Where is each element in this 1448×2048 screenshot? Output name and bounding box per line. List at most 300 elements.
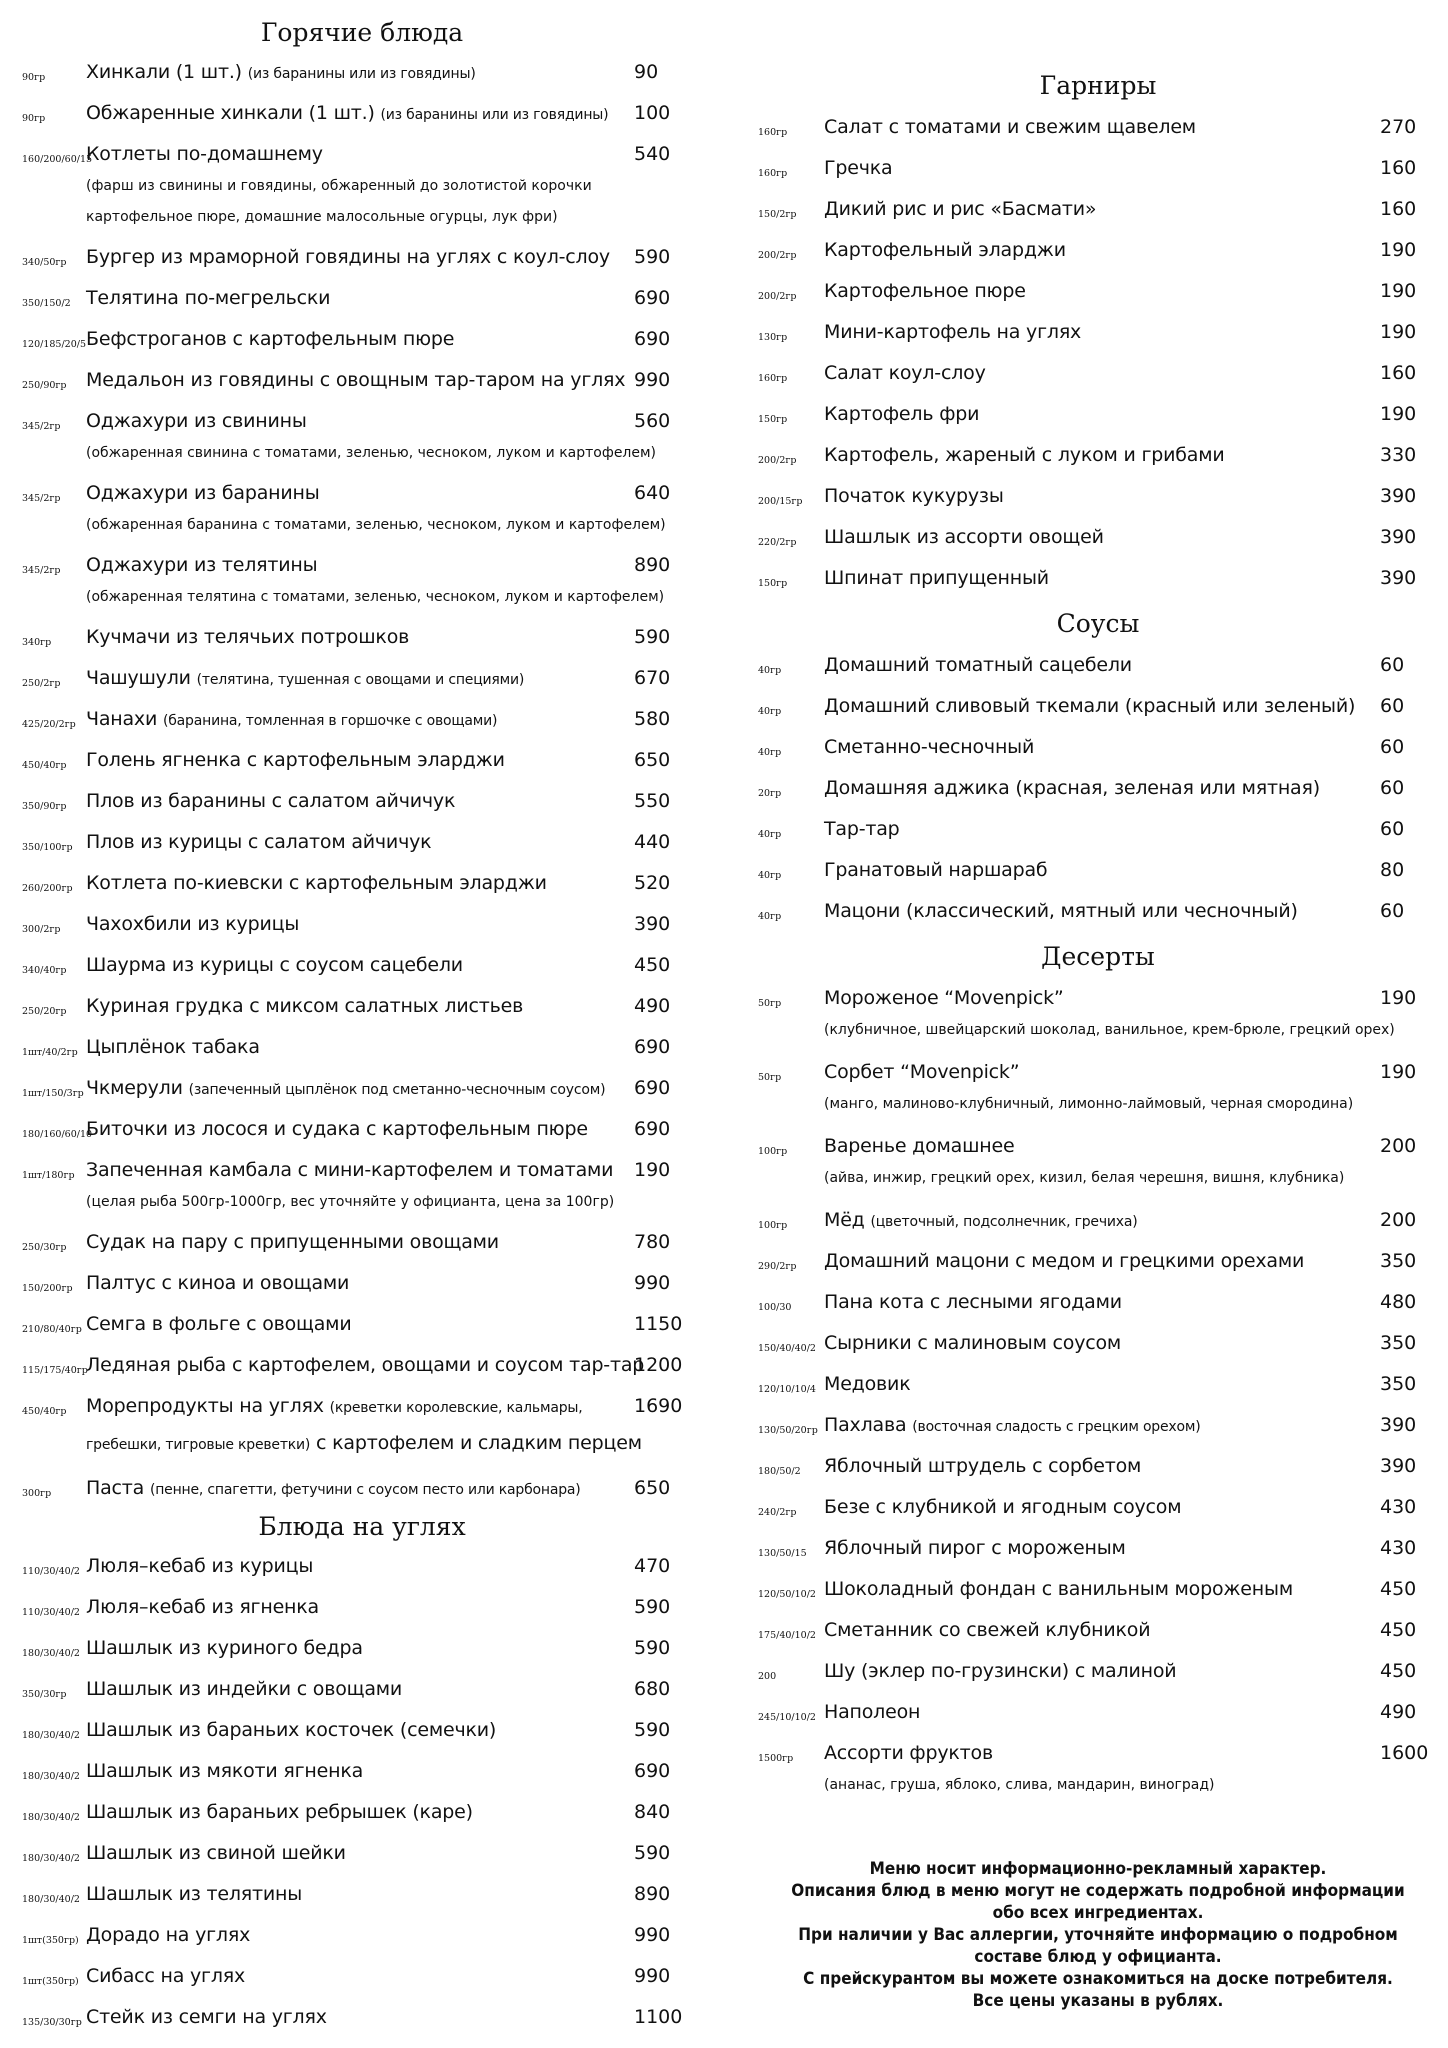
item-name: Обжаренные хинкали (1 шт.) (из баранины или из говядины)	[86, 102, 609, 124]
item-price: 390	[1380, 485, 1417, 507]
item-weight: 130/50/20гр	[758, 1425, 818, 1436]
menu-item	[758, 444, 1438, 474]
item-name: Безе с клубникой и ягодным соусом	[824, 1496, 1182, 1518]
item-price: 690	[634, 1077, 671, 1099]
item-name: Яблочный пирог с мороженым	[824, 1537, 1126, 1559]
item-price: 450	[634, 954, 671, 976]
menu-item	[22, 1354, 702, 1384]
item-name: Початок кукурузы	[824, 485, 1004, 507]
item-price: 430	[1380, 1537, 1417, 1559]
item-price: 640	[634, 482, 671, 504]
item-price: 550	[634, 790, 671, 812]
item-weight: 115/175/40гр	[22, 1365, 88, 1376]
item-name: Шашлык из куриного бедра	[86, 1637, 363, 1659]
item-weight: 250/90гр	[22, 380, 67, 391]
item-weight: 350/100гр	[22, 842, 73, 853]
item-name: Запеченная камбала с мини-картофелем и томатами	[86, 1159, 614, 1181]
item-weight: 120/185/20/5	[22, 339, 86, 350]
item-name: Мороженое “Movenpick”	[824, 987, 1064, 1009]
item-price: 470	[634, 1555, 671, 1577]
item-price: 650	[634, 749, 671, 771]
item-price: 990	[634, 1924, 671, 1946]
item-weight: 450/40гр	[22, 760, 67, 771]
item-weight: 100/30	[758, 1302, 792, 1313]
item-weight: 40гр	[758, 829, 782, 840]
item-name: Палтус с киноа и овощами	[86, 1272, 350, 1294]
item-price: 780	[634, 1231, 671, 1253]
item-price: 60	[1380, 818, 1405, 840]
menu-item	[22, 1395, 702, 1425]
item-name: Наполеон	[824, 1701, 921, 1723]
item-weight: 350/90гр	[22, 801, 67, 812]
item-weight: 345/2гр	[22, 421, 61, 432]
item-price: 650	[634, 1477, 671, 1499]
item-price: 990	[634, 1965, 671, 1987]
item-name: Паста (пенне, спагетти, фетучини с соусом песто или карбонара)	[86, 1477, 581, 1499]
item-price: 350	[1380, 1373, 1417, 1395]
item-name: Шашлык из свиной шейки	[86, 1842, 346, 1864]
menu-item	[22, 1118, 702, 1148]
menu-item	[758, 485, 1438, 515]
item-description: картофельное пюре, домашние малосольные огурцы, лук фри)	[86, 209, 558, 225]
menu-item	[22, 626, 702, 656]
item-name: Медальон из говядины с овощным тар-таром на углях	[86, 369, 626, 391]
item-name: Морепродукты на углях (креветки королевские, кальмары,	[86, 1395, 583, 1417]
item-price: 990	[634, 1272, 671, 1294]
item-weight: 300/2гр	[22, 924, 61, 935]
menu-item	[758, 1742, 1438, 1772]
item-price: 1600	[1380, 1742, 1429, 1764]
item-price: 1100	[634, 2006, 683, 2028]
item-name: Плов из баранины с салатом айчичук	[86, 790, 456, 812]
menu-item	[22, 1801, 702, 1831]
menu-item	[758, 239, 1438, 269]
menu-item	[22, 102, 702, 132]
item-weight: 180/30/40/2	[22, 1648, 80, 1659]
item-weight: 50гр	[758, 1072, 782, 1083]
item-name: Оджахури из баранины	[86, 482, 320, 504]
item-price: 190	[1380, 239, 1417, 261]
menu-item	[22, 143, 702, 173]
menu-item	[22, 1678, 702, 1708]
menu-item	[22, 1637, 702, 1667]
item-price: 890	[634, 554, 671, 576]
item-price: 450	[1380, 1619, 1417, 1641]
item-price: 60	[1380, 695, 1405, 717]
item-name: Шашлык из индейки с овощами	[86, 1678, 403, 1700]
item-note: (цветочный, подсолнечник, гречиха)	[870, 1214, 1138, 1230]
menu-item	[22, 913, 702, 943]
menu-item	[758, 321, 1438, 351]
item-price: 60	[1380, 777, 1405, 799]
item-weight: 40гр	[758, 747, 782, 758]
item-note: (пенне, спагетти, фетучини с соусом песто или карбонара)	[149, 1482, 581, 1498]
menu-item	[758, 1332, 1438, 1362]
item-name: Семга в фольге с овощами	[86, 1313, 352, 1335]
item-price: 520	[634, 872, 671, 894]
item-name: Биточки из лосося и судака с картофельным пюре	[86, 1118, 588, 1140]
item-price: 160	[1380, 157, 1417, 179]
menu-item	[22, 61, 702, 91]
item-weight: 160гр	[758, 168, 788, 179]
item-name: Мёд (цветочный, подсолнечник, гречиха)	[824, 1209, 1138, 1231]
menu-item	[758, 1291, 1438, 1321]
item-continuation: гребешки, тигровые креветки) с картофелем и сладким перцем	[86, 1432, 642, 1454]
item-name: Куриная грудка с миксом салатных листьев	[86, 995, 524, 1017]
item-price: 890	[634, 1883, 671, 1905]
item-name: Ассорти фруктов	[824, 1742, 993, 1764]
item-weight: 150гр	[758, 578, 788, 589]
menu-item	[22, 708, 702, 738]
item-price: 450	[1380, 1660, 1417, 1682]
item-name: Картофель фри	[824, 403, 980, 425]
item-weight: 150/200гр	[22, 1283, 73, 1294]
item-price: 350	[1380, 1250, 1417, 1272]
menu-item	[22, 1842, 702, 1872]
item-name: Хинкали (1 шт.) (из баранины или из говядины)	[86, 61, 476, 83]
item-name: Котлета по-киевски с картофельным эларджи	[86, 872, 547, 894]
item-weight: 110/30/40/2	[22, 1607, 80, 1618]
item-name: Домашняя аджика (красная, зеленая или мятная)	[824, 777, 1320, 799]
item-weight: 200/2гр	[758, 250, 797, 261]
menu-item	[758, 695, 1438, 725]
item-price: 990	[634, 369, 671, 391]
item-name: Домашний томатный сацебели	[824, 654, 1132, 676]
item-weight: 180/30/40/2	[22, 1853, 80, 1864]
menu-item	[22, 246, 702, 276]
item-price: 690	[634, 1118, 671, 1140]
menu-item	[758, 157, 1438, 187]
item-name: Домашний мацони с медом и грецкими орехами	[824, 1250, 1305, 1272]
item-name: Кучмачи из телячьих потрошков	[86, 626, 410, 648]
item-name: Бургер из мраморной говядины на углях с коул-слоу	[86, 246, 610, 268]
item-weight: 210/80/40гр	[22, 1324, 82, 1335]
item-weight: 180/50/2	[758, 1466, 801, 1477]
item-weight: 180/160/60/10	[22, 1129, 93, 1140]
item-weight: 90гр	[22, 72, 46, 83]
menu-item	[758, 1578, 1438, 1608]
menu-item	[758, 1061, 1438, 1091]
item-name: Шашлык из мякоти ягненка	[86, 1760, 364, 1782]
item-price: 390	[1380, 1455, 1417, 1477]
item-price: 390	[634, 913, 671, 935]
item-name: Дорадо на углях	[86, 1924, 251, 1946]
menu-item	[758, 403, 1438, 433]
item-description: (фарш из свинины и говядины, обжаренный до золотистой корочки	[86, 178, 592, 194]
menu-item	[22, 872, 702, 902]
menu-item	[758, 1135, 1438, 1165]
item-note: (баранина, томленная в горшочке с овощами)	[162, 713, 498, 729]
item-price: 590	[634, 246, 671, 268]
menu-item	[758, 1414, 1438, 1444]
item-weight: 135/30/30гр	[22, 2017, 82, 2028]
item-name: Картофель, жареный с луком и грибами	[824, 444, 1225, 466]
item-weight: 260/200гр	[22, 883, 73, 894]
item-weight: 40гр	[758, 911, 782, 922]
menu-item	[758, 987, 1438, 1017]
item-price: 350	[1380, 1332, 1417, 1354]
item-weight: 120/50/10/2	[758, 1589, 816, 1600]
item-price: 440	[634, 831, 671, 853]
item-note: (креветки королевские, кальмары,	[329, 1400, 583, 1416]
item-weight: 200/2гр	[758, 455, 797, 466]
item-price: 190	[1380, 987, 1417, 1009]
item-weight: 160/200/60/15	[22, 154, 93, 165]
menu-item	[22, 1077, 702, 1107]
item-price: 680	[634, 1678, 671, 1700]
item-price: 590	[634, 626, 671, 648]
item-name: Люля–кебаб из курицы	[86, 1555, 314, 1577]
menu-item	[758, 1209, 1438, 1239]
item-name: Шу (эклер по-грузински) с малиной	[824, 1660, 1177, 1682]
item-price: 200	[1380, 1135, 1417, 1157]
item-price: 60	[1380, 900, 1405, 922]
menu-item	[22, 1760, 702, 1790]
item-price: 190	[1380, 321, 1417, 343]
item-weight: 350/30гр	[22, 1689, 67, 1700]
item-price: 390	[1380, 1414, 1417, 1436]
item-price: 160	[1380, 362, 1417, 384]
item-note: (запеченный цыплёнок под сметанно-чесночным соусом)	[188, 1082, 606, 1098]
item-price: 60	[1380, 736, 1405, 758]
menu-item	[22, 1231, 702, 1261]
item-price: 490	[1380, 1701, 1417, 1723]
menu-item	[758, 900, 1438, 930]
item-description: (обжаренная телятина с томатами, зеленью, чесноком, луком и картофелем)	[86, 589, 665, 605]
item-weight: 240/2гр	[758, 1507, 797, 1518]
item-weight: 180/30/40/2	[22, 1812, 80, 1823]
item-weight: 180/30/40/2	[22, 1894, 80, 1905]
item-description: (манго, малиново-клубничный, лимонно-лаймовый, черная смородина)	[824, 1096, 1354, 1112]
menu-item	[22, 554, 702, 584]
item-price: 670	[634, 667, 671, 689]
item-price: 80	[1380, 859, 1405, 881]
menu-item	[22, 1313, 702, 1343]
item-name: Сметанно-чесночный	[824, 736, 1035, 758]
item-price: 190	[634, 1159, 671, 1181]
menu-item	[22, 954, 702, 984]
item-weight: 290/2гр	[758, 1261, 797, 1272]
menu-item	[22, 287, 702, 317]
item-name: Тар-тар	[824, 818, 900, 840]
item-weight: 160гр	[758, 373, 788, 384]
menu-item	[758, 1373, 1438, 1403]
item-weight: 250/20гр	[22, 1006, 67, 1017]
disclaimer-line: обо всех ингредиентах.	[992, 1903, 1204, 1923]
item-weight: 450/40гр	[22, 1406, 67, 1417]
item-price: 160	[1380, 198, 1417, 220]
item-note: гребешки, тигровые креветки)	[86, 1437, 311, 1453]
item-name: Чашушули (телятина, тушенная с овощами и специями)	[86, 667, 525, 689]
item-price: 490	[634, 995, 671, 1017]
item-name: Гранатовый наршараб	[824, 859, 1048, 881]
item-price: 590	[634, 1719, 671, 1741]
item-weight: 130гр	[758, 332, 788, 343]
item-weight: 200/2гр	[758, 291, 797, 302]
item-description: (ананас, груша, яблоко, слива, мандарин, виноград)	[824, 1777, 1215, 1793]
item-weight: 220/2гр	[758, 537, 797, 548]
item-name: Дикий рис и рис «Басмати»	[824, 198, 1097, 220]
item-name: Телятина по-мегрельски	[86, 287, 331, 309]
item-name: Стейк из семги на углях	[86, 2006, 327, 2028]
item-weight: 1шт/180гр	[22, 1170, 75, 1181]
item-note: (из баранины или из говядины)	[247, 66, 476, 82]
item-name: Чанахи (баранина, томленная в горшочке с овощами)	[86, 708, 498, 730]
item-price: 200	[1380, 1209, 1417, 1231]
menu-item	[22, 667, 702, 697]
item-price: 270	[1380, 116, 1417, 138]
item-description: (айва, инжир, грецкий орех, кизил, белая черешня, вишня, клубника)	[824, 1170, 1345, 1186]
item-weight: 340/40гр	[22, 965, 67, 976]
item-name: Варенье домашнее	[824, 1135, 1015, 1157]
item-name: Мацони (классический, мятный или чесночный)	[824, 900, 1298, 922]
item-price: 580	[634, 708, 671, 730]
menu-item	[758, 654, 1438, 684]
item-weight: 40гр	[758, 706, 782, 717]
item-weight: 250/2гр	[22, 678, 61, 689]
item-weight: 90гр	[22, 113, 46, 124]
item-weight: 300гр	[22, 1488, 52, 1499]
disclaimer-line: Все цены указаны в рублях.	[972, 1991, 1224, 2011]
item-description: (обжаренная баранина с томатами, зеленью, чесноком, луком и картофелем)	[86, 517, 666, 533]
item-weight: 1шт(350гр)	[22, 1935, 79, 1946]
item-price: 690	[634, 1036, 671, 1058]
item-price: 1200	[634, 1354, 683, 1376]
disclaimer-line: Меню носит информационно-рекламный характер.	[869, 1859, 1327, 1879]
item-weight: 150/2гр	[758, 209, 797, 220]
item-name: Шашлык из ассорти овощей	[824, 526, 1104, 548]
item-note: (из баранины или из говядины)	[380, 107, 609, 123]
item-weight: 250/30гр	[22, 1242, 67, 1253]
item-weight: 1шт/40/2гр	[22, 1047, 78, 1058]
menu-item	[22, 1272, 702, 1302]
item-price: 390	[1380, 526, 1417, 548]
item-price: 690	[634, 328, 671, 350]
menu-item	[758, 567, 1438, 597]
menu-item	[22, 410, 702, 440]
item-weight: 340гр	[22, 637, 52, 648]
menu-item	[22, 995, 702, 1025]
item-weight: 425/20/2гр	[22, 719, 76, 730]
menu-item	[22, 831, 702, 861]
menu-item	[22, 790, 702, 820]
item-price: 590	[634, 1596, 671, 1618]
menu-item	[758, 1496, 1438, 1526]
item-weight: 100гр	[758, 1146, 788, 1157]
item-weight: 110/30/40/2	[22, 1566, 80, 1577]
item-name: Пахлава (восточная сладость с грецким орехом)	[824, 1414, 1201, 1436]
menu-item	[22, 2006, 702, 2036]
item-weight: 200	[758, 1671, 777, 1682]
item-name: Люля–кебаб из ягненка	[86, 1596, 319, 1618]
menu-item	[22, 369, 702, 399]
item-weight: 100гр	[758, 1220, 788, 1231]
section-title: Горячие блюда	[260, 18, 464, 47]
section-title: Гарниры	[1039, 71, 1157, 100]
item-name: Картофельное пюре	[824, 280, 1026, 302]
menu-item	[22, 1596, 702, 1626]
item-weight: 50гр	[758, 998, 782, 1009]
item-name: Бефстроганов с картофельным пюре	[86, 328, 455, 350]
item-name: Шашлык из бараньих косточек (семечки)	[86, 1719, 497, 1741]
item-weight: 40гр	[758, 665, 782, 676]
item-price: 450	[1380, 1578, 1417, 1600]
item-name: Плов из курицы с салатом айчичук	[86, 831, 432, 853]
menu-item	[22, 328, 702, 358]
item-name: Яблочный штрудель с сорбетом	[824, 1455, 1142, 1477]
item-name: Чкмерули (запеченный цыплёнок под сметанно-чесночным соусом)	[86, 1077, 606, 1099]
item-weight: 40гр	[758, 870, 782, 881]
item-price: 190	[1380, 403, 1417, 425]
item-weight: 340/50гр	[22, 257, 67, 268]
item-price: 90	[634, 61, 659, 83]
menu-item	[758, 1619, 1438, 1649]
menu-item	[22, 1924, 702, 1954]
menu-item	[758, 1537, 1438, 1567]
menu-item	[758, 1250, 1438, 1280]
menu-item	[758, 777, 1438, 807]
item-description: (обжаренная свинина с томатами, зеленью, чесноком, луком и картофелем)	[86, 445, 657, 461]
item-weight: 175/40/10/2	[758, 1630, 816, 1641]
section-title: Блюда на углях	[258, 1512, 466, 1541]
item-name: Котлеты по-домашнему	[86, 143, 323, 165]
item-weight: 120/10/10/4	[758, 1384, 816, 1395]
item-price: 1690	[634, 1395, 683, 1417]
item-price: 190	[1380, 1061, 1417, 1083]
menu-item	[758, 198, 1438, 228]
item-price: 690	[634, 287, 671, 309]
item-name: Домашний сливовый ткемали (красный или зеленый)	[824, 695, 1356, 717]
item-note: (восточная сладость с грецким орехом)	[912, 1419, 1201, 1435]
item-name: Оджахури из свинины	[86, 410, 307, 432]
item-weight: 1500гр	[758, 1753, 794, 1764]
item-weight: 160гр	[758, 127, 788, 138]
item-weight: 180/30/40/2	[22, 1730, 80, 1741]
item-price: 100	[634, 102, 671, 124]
item-price: 330	[1380, 444, 1417, 466]
disclaimer-line: составе блюд у официанта.	[974, 1947, 1222, 1967]
item-weight: 245/10/10/2	[758, 1712, 816, 1723]
item-name: Мини-картофель на углях	[824, 321, 1082, 343]
item-price: 690	[634, 1760, 671, 1782]
item-name: Шоколадный фондан с ванильным мороженым	[824, 1578, 1293, 1600]
item-name: Оджахури из телятины	[86, 554, 318, 576]
disclaimer-line: С прейскурантом вы можете ознакомиться на доске потребителя.	[803, 1969, 1393, 1989]
item-description: (клубничное, швейцарский шоколад, ванильное, крем-брюле, грецкий орех)	[824, 1022, 1395, 1038]
item-price: 60	[1380, 654, 1405, 676]
item-name: Сырники с малиновым соусом	[824, 1332, 1122, 1354]
item-name: Шпинат припущенный	[824, 567, 1049, 589]
menu-item	[22, 1883, 702, 1913]
menu-item	[22, 1477, 702, 1507]
item-weight: 1шт/150/3гр	[22, 1088, 84, 1099]
menu-item	[758, 736, 1438, 766]
menu-item	[758, 1660, 1438, 1690]
menu-item	[22, 1036, 702, 1066]
item-weight: 150/40/40/2	[758, 1343, 816, 1354]
item-weight: 20гр	[758, 788, 782, 799]
item-price: 390	[1380, 567, 1417, 589]
item-description: (целая рыба 500гр-1000гр, вес уточняйте у официанта, цена за 100гр)	[86, 1194, 615, 1210]
item-name: Судак на пару с припущенными овощами	[86, 1231, 499, 1253]
item-name: Салат с томатами и свежим щавелем	[824, 116, 1196, 138]
item-name: Голень ягненка с картофельным эларджи	[86, 749, 505, 771]
item-weight: 345/2гр	[22, 565, 61, 576]
item-price: 430	[1380, 1496, 1417, 1518]
item-name: Шашлык из телятины	[86, 1883, 303, 1905]
item-weight: 180/30/40/2	[22, 1771, 80, 1782]
menu-item	[758, 362, 1438, 392]
